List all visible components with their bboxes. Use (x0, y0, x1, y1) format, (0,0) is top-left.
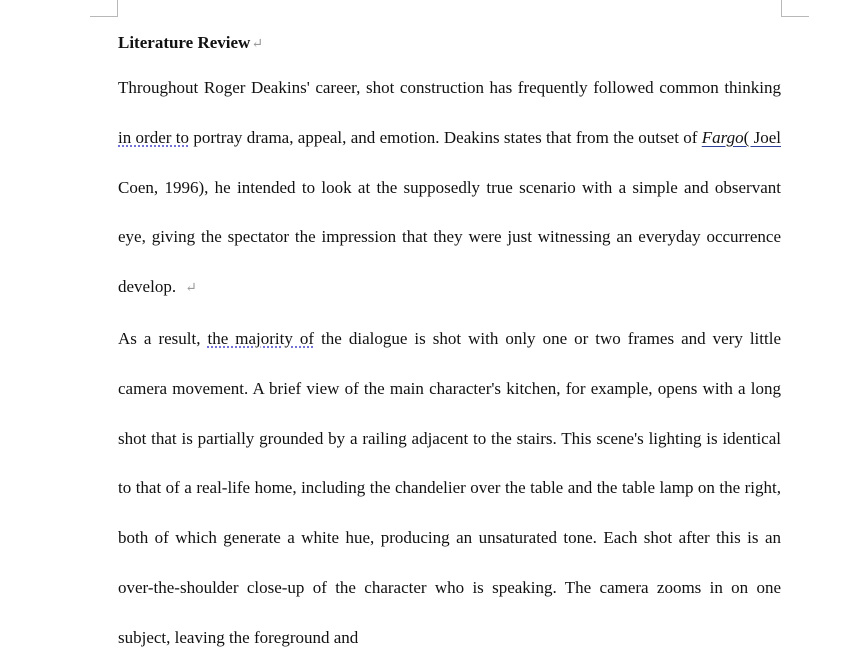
crop-mark-top-left (90, 0, 118, 17)
paragraph-2[interactable] (118, 314, 781, 663)
document-body[interactable] (118, 28, 781, 663)
film-title-fargo[interactable]: Fargo (701, 127, 744, 147)
paragraph-1-text-c: Coen, 1996), he intended to look at the supposedly true scenario with a simple and observant eye, giving the spectator the impression that they were just witnessing an everyday occurrence develop. (118, 177, 781, 297)
paragraph-1[interactable] (118, 63, 781, 314)
paragraph-1-text-b: portray drama, appeal, and emotion. Deakins states that from the outset of (188, 127, 702, 147)
crop-mark-top-right (781, 0, 809, 17)
paragraph-2-text-b: the dialogue is shot with only one or two frames and very little camera movement. A brief view of the main character's kitchen, for example, opens with a long shot that is partially grounded by a railing adjacent to the stairs. This scene's lighting is identical to that of a real-life home, including the chandelier over the table and the table lamp on the right, both of which generate a white hue, producing an unsaturated tone. Each shot after this is an over-the-shoulder close-up of the character who is speaking. The camera zooms in on one subject, leaving the foreground and (118, 328, 781, 647)
paragraph-mark-icon: ↵ (251, 37, 264, 52)
citation-underlined[interactable]: ( Joel (743, 127, 781, 147)
grammar-flag-in-order-to[interactable]: in order to (118, 127, 189, 147)
paragraph-2-text-a: As a result, (118, 328, 208, 348)
grammar-flag-majority-of[interactable]: the majority of (207, 328, 315, 348)
heading-text: Literature Review (118, 33, 251, 52)
section-heading[interactable] (118, 28, 781, 58)
paragraph-mark-icon: ↵ (185, 281, 197, 297)
paragraph-1-text-a: Throughout Roger Deakins' career, shot construction has frequently followed common thinking (118, 78, 781, 97)
